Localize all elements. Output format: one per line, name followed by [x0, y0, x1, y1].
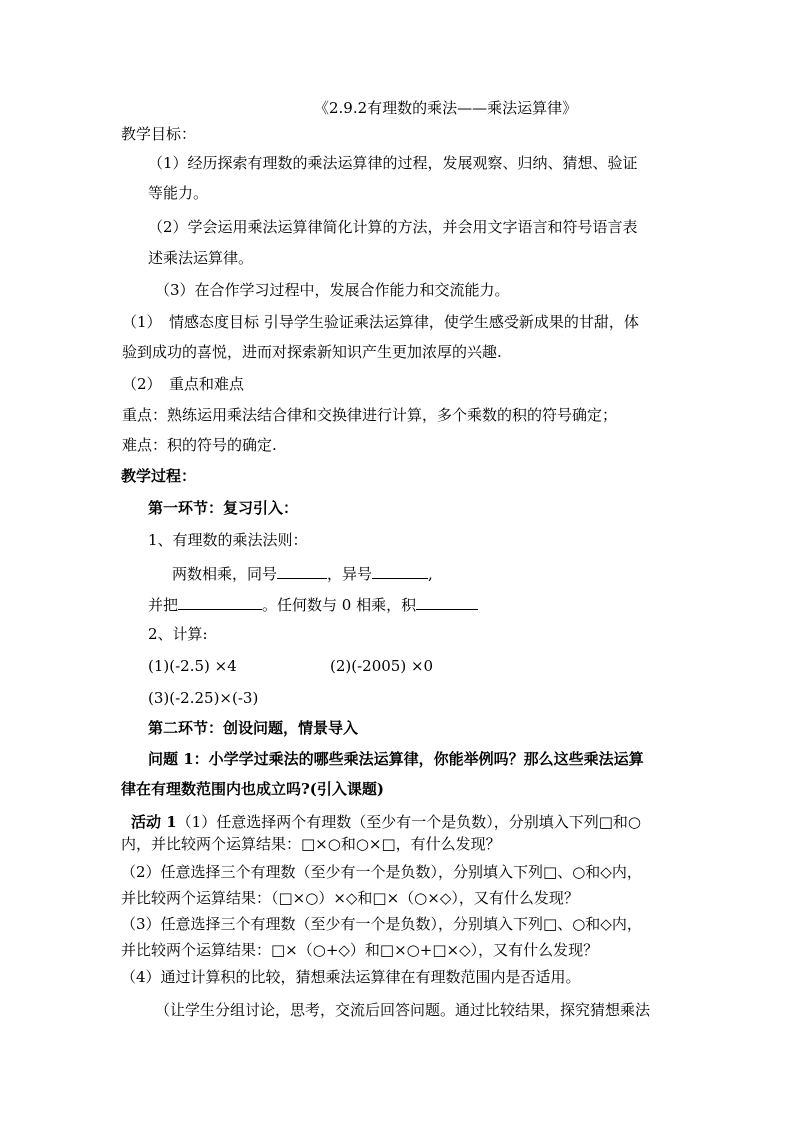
keypoints-heading: （2） 重点和难点 [122, 375, 245, 393]
objective-1-line-2: 等能力。 [148, 184, 209, 202]
blank-different-sign[interactable] [372, 563, 428, 579]
question-1-line-1: 问题 1：小学学过乘法的哪些乘法运算律，你能举例吗？那么这些乘法运算 [148, 750, 644, 768]
rule-line-1-comma: , [428, 565, 433, 583]
discussion-note: （让学生分组讨论，思考，交流后回答问题。通过比较结果，探究猜想乘法 [155, 1001, 651, 1019]
rule-title: 1、有理数的乘法法则： [148, 531, 308, 549]
rule-line-1-same-sign: 两数相乘，同号 [172, 565, 278, 583]
rule-line-1-diff-sign: ，异号 [327, 565, 373, 583]
objective-1-line-1: （1）经历探索有理数的乘法运算律的过程，发展观察、归纳、猜想、验证 [148, 154, 638, 172]
calc-title: 2、计算: [148, 625, 208, 643]
activity-1-label: 活动 1 [131, 813, 177, 831]
objectives-heading: 教学目标： [121, 125, 197, 143]
blank-zero-product[interactable] [416, 594, 478, 610]
rule-line-2-zero: 。任何数与 0 相乘，积 [262, 596, 417, 614]
section-2-heading: 第二环节：创设问题，情景导入 [148, 719, 359, 737]
emotion-goal-line-2: 验到成功的喜悦，进而对探索新知识产生更加浓厚的兴趣. [122, 343, 502, 361]
emotion-goal-line-1: （1） 情感态度目标 引导学生验证乘法运算律，使学生感受新成果的甘甜，体 [122, 313, 639, 331]
activity-1-item-1: （1）任意选择两个有理数（至少有一个是负数），分别填入下列□和○ [176, 813, 641, 831]
lesson-title: 《2.9.2有理数的乘法——乘法运算律》 [314, 99, 578, 117]
calc-2: (2)(-2005) ×0 [330, 657, 434, 675]
activity-1-line-1 [131, 812, 641, 832]
activity-2-line-1: （2）任意选择三个有理数（至少有一个是负数），分别填入下列□、○和◇内， [121, 863, 642, 881]
activity-4: （4）通过计算积的比较，猜想乘法运算律在有理数范围内是否适用。 [121, 968, 581, 986]
process-heading: 教学过程： [121, 467, 197, 485]
question-1-line-2: 律在有理数范围内也成立吗?(引入课题) [121, 780, 384, 798]
blank-same-sign[interactable] [277, 563, 327, 579]
blank-absolute-value[interactable] [178, 594, 262, 610]
activity-3-line-1: （3）任意选择三个有理数（至少有一个是负数），分别填入下列□、○和◇内， [121, 915, 642, 933]
calc-3: (3)(-2.25)×(-3) [148, 689, 259, 707]
key-point: 重点：熟练运用乘法结合律和交换律进行计算，多个乘数的积的符号确定； [122, 406, 618, 424]
objective-2-line-2: 述乘法运算律。 [148, 249, 254, 267]
calc-row-1 [148, 656, 237, 676]
rule-line-2-start: 并把 [148, 596, 179, 614]
activity-3-line-2: 并比较两个运算结果：□×（○+◇）和□×○+□×◇），又有什么发现？ [121, 941, 599, 959]
activity-1-line-2: 内，并比较两个运算结果：□×○和○×□，有什么发现？ [121, 835, 501, 853]
rule-line-2 [148, 594, 478, 615]
rule-line-1 [172, 563, 433, 584]
calc-1: (1)(-2.5) ×4 [148, 657, 237, 675]
activity-2-line-2: 并比较两个运算结果：（□×○）×◇和□×（○×◇），又有什么发现？ [121, 889, 579, 907]
difficulty: 难点：积的符号的确定. [122, 436, 277, 454]
section-1-heading: 第一环节：复习引入： [148, 499, 299, 517]
objective-3: （3）在合作学习过程中，发展合作能力和交流能力。 [155, 281, 510, 299]
objective-2-line-1: （2）学会运用乘法运算律简化计算的方法，并会用文字语言和符号语言表 [148, 218, 638, 236]
